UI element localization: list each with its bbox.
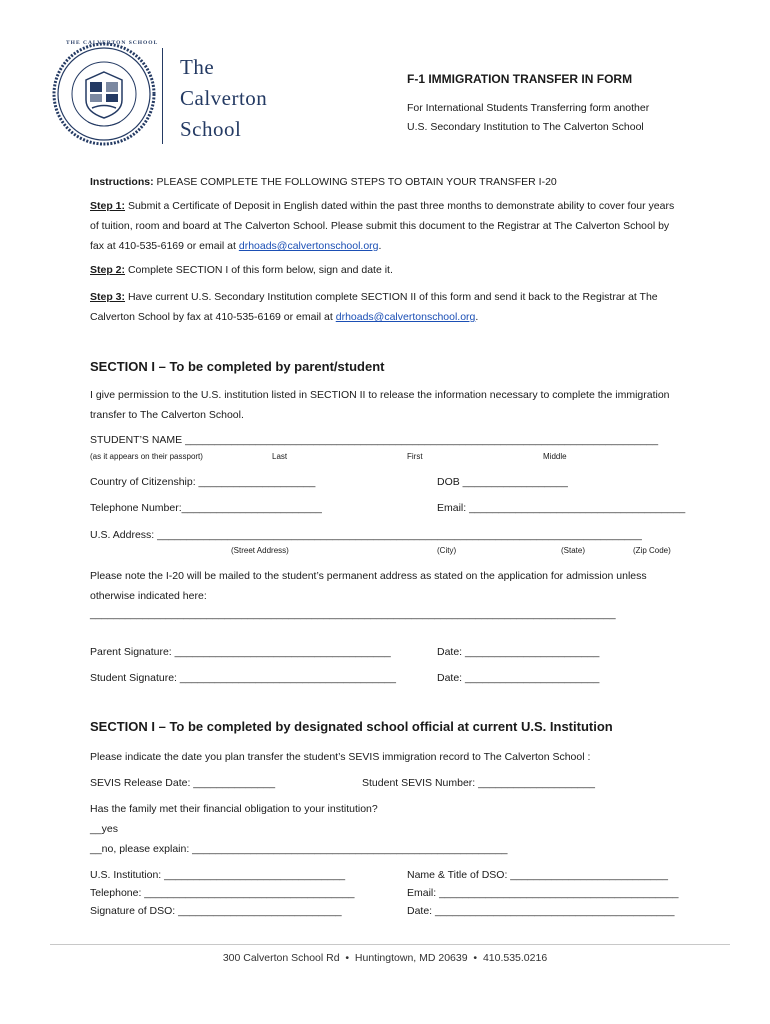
footer-phone: 410.535.0216 [482, 952, 548, 964]
email-field[interactable]: Email: _____________________________________ [437, 502, 686, 514]
financial-yes-option[interactable]: __yes [90, 823, 119, 835]
school-name [180, 52, 267, 145]
us-institution-field[interactable]: U.S. Institution: _______________________________ [90, 869, 346, 881]
student-name-field[interactable]: STUDENT’S NAME _________________________________________________________________________________ [90, 434, 659, 446]
financial-no-option[interactable]: __no, please explain: ______________________________________________________ [90, 843, 508, 855]
zip-label: (Zip Code) [633, 546, 671, 555]
last-name-label: Last [272, 452, 288, 461]
footer-bullet-icon: • [342, 952, 352, 964]
school-line-3: School [180, 117, 242, 141]
section-1-title: SECTION I – To be completed by parent/student [90, 359, 385, 374]
section-1-permission: I give permission to the U.S. institution listed in SECTION II to release the information necessary to complete the immigration transfer to The Calverton School. [90, 389, 670, 421]
step-2 [90, 264, 393, 276]
instructions-label: Instructions: [90, 176, 154, 188]
dso-date-field[interactable]: Date: _________________________________________ [407, 905, 675, 917]
step-2-label: Step 2: [90, 264, 126, 276]
seal-graphic [52, 40, 159, 146]
state-label: (State) [561, 546, 586, 555]
middle-name-label: Middle [543, 452, 567, 461]
mail-note: Please note the I-20 will be mailed to the student’s permanent address as stated on the application for admission unless otherwise indicated here: [90, 570, 647, 602]
form-title: F-1 IMMIGRATION TRANSFER IN FORM [407, 72, 633, 86]
passport-note: (as it appears on their passport) [90, 452, 203, 461]
financial-question: Has the family met their financial obligation to your institution? [90, 803, 378, 815]
student-signature-field[interactable]: Student Signature: _____________________________________ [90, 672, 396, 684]
sevis-release-date-field[interactable]: SEVIS Release Date: ______________ [90, 777, 276, 789]
step-3 [90, 287, 682, 327]
footer-bullet-icon: • [470, 952, 481, 964]
footer-divider [50, 944, 730, 945]
dso-email-field[interactable]: Email: _________________________________________ [407, 887, 679, 899]
step-1-label: Step 1: [90, 200, 126, 212]
school-line-1: The [180, 55, 215, 79]
address-field[interactable]: U.S. Address: ___________________________________________________________________________________ [90, 529, 642, 541]
mail-address-field[interactable]: __________________________________________________________________________________________ [90, 608, 616, 620]
step-3-email-link[interactable]: drhoads@calvertonschool.org [335, 311, 476, 323]
dso-telephone-field[interactable]: Telephone: ____________________________________ [90, 887, 355, 899]
form-subtitle-1: For International Students Transferring form another [407, 102, 650, 114]
step-2-text: Complete SECTION I of this form below, sign and date it. [127, 264, 393, 276]
step-3-period: . [475, 311, 479, 323]
seal-text-top: THE CALVERTON SCHOOL [66, 40, 159, 46]
school-seal [52, 40, 159, 146]
school-line-2: Calverton [180, 86, 268, 110]
step-3-text: Have current U.S. Secondary Institution complete SECTION II of this form and send it back to the Registrar at The Calverton School by fax at 410-535-6169 or email at [90, 291, 658, 323]
footer-city: Huntingtown, MD 20639 [354, 952, 468, 964]
street-label: (Street Address) [231, 546, 289, 555]
step-1-period: . [378, 240, 382, 252]
form-subtitle-2: U.S. Secondary Institution to The Calverton School [407, 121, 644, 133]
student-date-field[interactable]: Date: _______________________ [437, 672, 600, 684]
dso-name-title-field[interactable]: Name & Title of DSO: ___________________________ [407, 869, 668, 881]
step-1-email-link[interactable]: drhoads@calvertonschool.org [238, 240, 379, 252]
city-label: (City) [437, 546, 457, 555]
citizenship-field[interactable]: Country of Citizenship: ____________________ [90, 476, 316, 488]
student-sevis-number-field[interactable]: Student SEVIS Number: ____________________ [362, 777, 595, 789]
parent-date-field[interactable]: Date: _______________________ [437, 646, 600, 658]
instructions-line [90, 176, 557, 188]
parent-signature-field[interactable]: Parent Signature: _____________________________________ [90, 646, 391, 658]
dso-signature-field[interactable]: Signature of DSO: ____________________________ [90, 905, 342, 917]
step-1-text: Submit a Certificate of Deposit in English dated within the past three months to demonstrate ability to cover four years of tuition, room and board at The Calverton School. Please submit this document to the Registrar at The Calverton School by fax at 410-535-6169 or email at [90, 200, 675, 252]
section-2-title: SECTION I – To be completed by designated school official at current U.S. Institution [90, 719, 613, 734]
step-1 [90, 196, 682, 256]
sevis-indicate-text: Please indicate the date you plan transfer the student’s SEVIS immigration record to The Calverton School : [90, 751, 591, 763]
instructions-text: PLEASE COMPLETE THE FOLLOWING STEPS TO OBTAIN YOUR TRANSFER I-20 [156, 176, 557, 188]
footer-address: 300 Calverton School Rd [222, 952, 340, 964]
first-name-label: First [407, 452, 423, 461]
dob-field[interactable]: DOB __________________ [437, 476, 568, 488]
header-divider [162, 48, 163, 144]
step-3-label: Step 3: [90, 291, 126, 303]
telephone-field[interactable]: Telephone Number:________________________ [90, 502, 322, 514]
footer [0, 952, 770, 964]
